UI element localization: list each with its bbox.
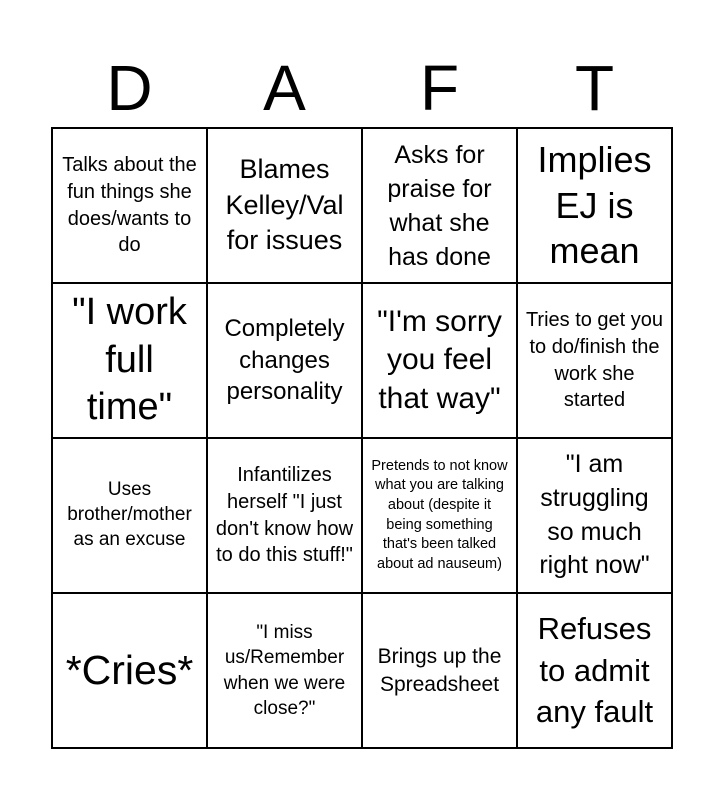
bingo-cell[interactable]	[208, 284, 363, 439]
bingo-cell-text: "I'm sorry you feel that way"	[377, 304, 502, 415]
header-letter-3: F	[419, 52, 460, 124]
bingo-cell[interactable]	[518, 284, 673, 439]
bingo-cell-text: Refuses to admit any fault	[535, 610, 654, 730]
bingo-cell-text: Uses brother/mother as an excuse	[67, 479, 192, 550]
bingo-board	[51, 127, 673, 749]
bingo-cell[interactable]	[53, 129, 208, 284]
bingo-cell-text: Blames Kelley/Val for issues	[225, 153, 344, 256]
bingo-cell-text: "I am struggling so much right now"	[539, 450, 650, 580]
bingo-cell-text: Pretends to not know what you are talking about (despite it being something that's been talked about ad nauseum)	[371, 457, 508, 572]
bingo-cell-text: Brings up the Spreadsheet	[377, 644, 502, 696]
bingo-cell[interactable]	[518, 594, 673, 749]
bingo-cell[interactable]	[53, 439, 208, 594]
bingo-cell[interactable]	[208, 594, 363, 749]
bingo-cell[interactable]	[518, 129, 673, 284]
bingo-cell-text: Completely changes personality	[224, 314, 345, 406]
bingo-cell[interactable]	[208, 129, 363, 284]
header-letter-4: T	[574, 52, 615, 124]
bingo-cell[interactable]	[53, 594, 208, 749]
bingo-cell-text: Infantilizes herself "I just don't know how to do this stuff!"	[215, 464, 354, 567]
bingo-header	[52, 50, 672, 126]
header-letter-1: D	[106, 52, 153, 124]
bingo-cell-text: Asks for praise for what she has done	[387, 140, 492, 271]
bingo-cell-text: "I miss us/Remember when we were close?"	[223, 621, 346, 719]
bingo-cell-text: *Cries*	[65, 646, 194, 693]
bingo-cell[interactable]	[363, 594, 518, 749]
bingo-cell[interactable]	[363, 439, 518, 594]
bingo-cell-text: Talks about the fun things she does/wants to do	[62, 154, 197, 257]
bingo-cell[interactable]	[208, 439, 363, 594]
bingo-cell[interactable]	[363, 284, 518, 439]
bingo-cell[interactable]	[53, 284, 208, 439]
bingo-cell-text: "I work full time"	[72, 291, 187, 429]
bingo-cell[interactable]	[518, 439, 673, 594]
header-letter-2: A	[263, 52, 306, 124]
bingo-cell-text: Tries to get you to do/finish the work she started	[525, 309, 664, 412]
bingo-cell[interactable]	[363, 129, 518, 284]
bingo-cell-text: Implies EJ is mean	[537, 138, 652, 272]
